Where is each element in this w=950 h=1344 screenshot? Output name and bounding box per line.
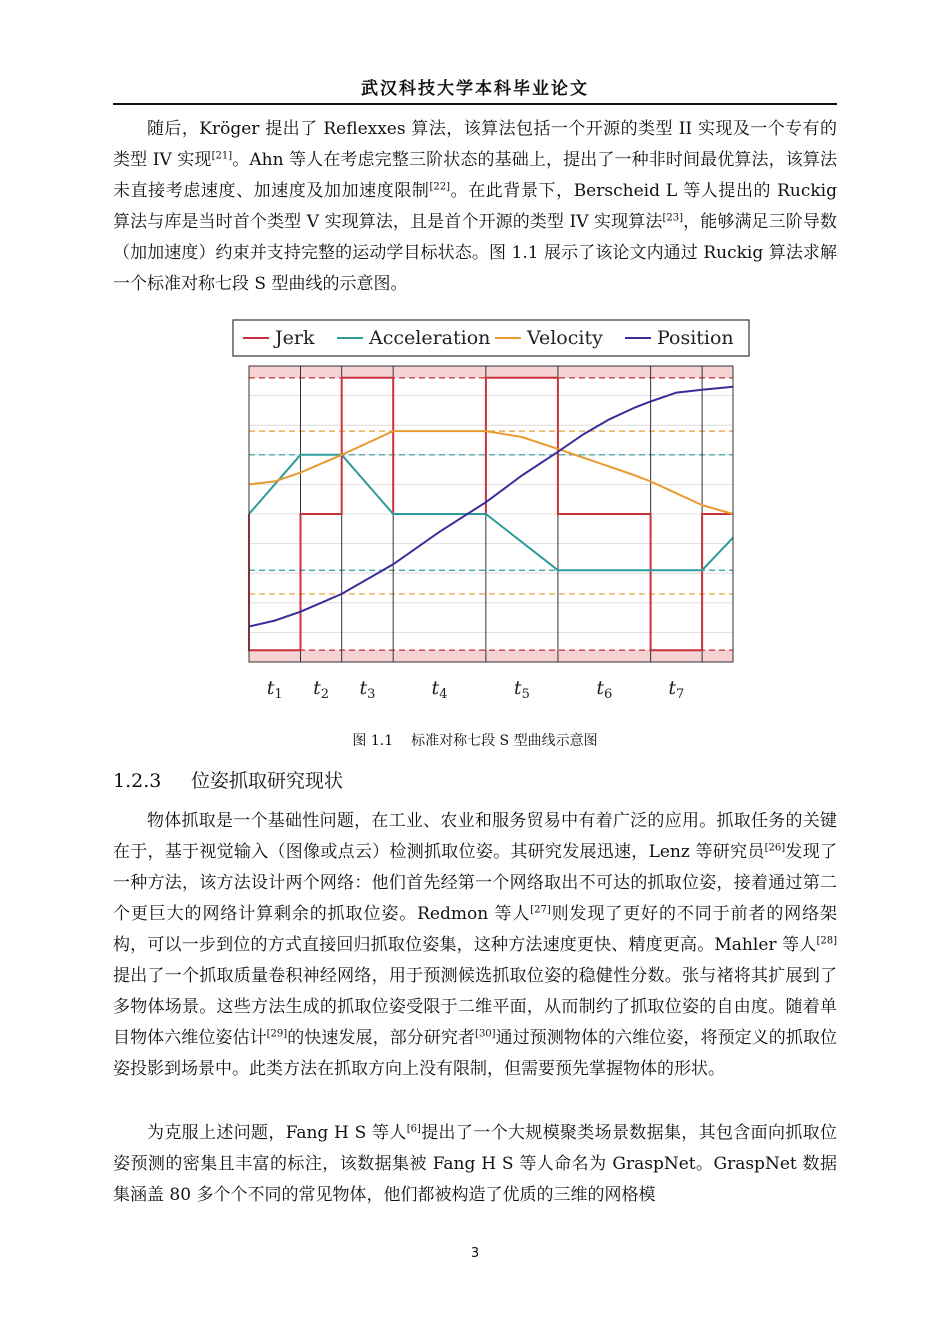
caption-text: 标准对称七段 S 型曲线示意图 [411, 733, 598, 749]
running-header: 武汉科技大学本科毕业论文 [361, 79, 589, 99]
citation-ref: [21] [211, 150, 233, 162]
section-heading [113, 766, 343, 793]
text-run: 。在此背景下，Berscheid L 等人提出的 Ruckig 算法与库是当时首个类型 V 实现算法，且是首个开源的类型 IV 实现算法 [113, 181, 837, 232]
segment-label: $t_5$ [513, 677, 530, 702]
page-number: 3 [470, 1246, 480, 1261]
citation-ref: [30] [475, 1028, 496, 1040]
s-curve-chart [225, 314, 755, 704]
text-run: 通过预测物体的六维位姿，将预定义的抓取位姿投影到场景中。此类方法在抓取方向上没有限制，但需要预先掌握物体的形状。 [113, 1028, 838, 1079]
limit-band-top [249, 366, 733, 378]
text-run: 。Ahn 等人在考虑完整三阶状态的基础上，提出了一种非时间最优算法，该算法未直接考虑速度、加速度及加加速度限制 [113, 150, 837, 201]
text-run: 则发现了更好的不同于前者的网络架构，可以一步到位的方式直接回归抓取位姿集，这种方法速度更快、精度更高。Mahler 等人 [113, 904, 838, 955]
text-run: ，能够满足三阶导数（加加速度）约束并支持完整的运动学目标状态。图 1.1 展示了该论文内通过 Ruckig 算法求解一个标准对称七段 S 型曲线的示意图。 [113, 212, 837, 294]
segment-label: $t_2$ [313, 677, 330, 702]
segment-label: $t_6$ [596, 677, 613, 702]
citation-ref: [22] [429, 181, 451, 193]
header-rule [113, 103, 837, 105]
citation-ref: [29] [266, 1028, 288, 1040]
segment-label: $t_3$ [359, 677, 376, 702]
text-run: 为克服上述问题，Fang H S 等人 [147, 1123, 407, 1143]
segment-label: $t_4$ [431, 677, 448, 702]
legend-label: Jerk [275, 327, 315, 349]
text-run: 提出了一个大规模聚类场景数据集，其包含面向抓取位姿预测的密集且丰富的标注，该数据集被 Fang H S 等人命名为 GraspNet。GraspNet 数据集涵盖 80 多个个不同的常见物体，他们都被构造了优质的三维的网格模 [113, 1123, 838, 1205]
citation-ref: [28] [816, 935, 837, 947]
text-run: 随后，Kröger 提出了 Reflexxes 算法，该算法包括一个开源的类型 II 实现及一个专有的类型 IV 实现 [113, 119, 837, 170]
legend-label: Acceleration [369, 327, 491, 349]
citation-ref: [26] [764, 842, 786, 854]
legend-label: Position [657, 327, 734, 349]
citation-ref: [23] [662, 212, 684, 224]
citation-ref: [6] [406, 1123, 421, 1135]
paragraph-3 [113, 1118, 837, 1211]
figure-caption [0, 730, 950, 750]
citation-ref: [27] [530, 904, 551, 916]
paragraph-1 [113, 114, 837, 300]
text-run: 物体抓取是一个基础性问题，在工业、农业和服务贸易中有着广泛的应用。抓取任务的关键在于，基于视觉输入（图像或点云）检测抓取位姿。其研究发展迅速，Lenz 等研究员 [113, 811, 837, 862]
limit-band-bottom [249, 650, 733, 662]
segment-label: $t_1$ [266, 677, 283, 702]
section-number: 1.2.3 [113, 770, 162, 792]
section-title: 位姿抓取研究现状 [191, 770, 344, 792]
segment-label: $t_7$ [668, 677, 685, 702]
text-run: 的快速发展，部分研究者 [287, 1028, 476, 1048]
text-run: 提出了一个抓取质量卷积神经网络，用于预测候选抓取位姿的稳健性分数。张与褚将其扩展到了多物体场景。这些方法生成的抓取位姿受限于二维平面，从而制约了抓取位姿的自由度。随着单目物体六维位姿估计 [113, 966, 837, 1048]
text-run: 发现了一种方法，该方法设计两个网络：他们首先经第一个网络取出不可达的抓取位姿，接着通过第二个更巨大的网络计算剩余的抓取位姿。Redmon 等人 [113, 842, 837, 924]
caption-label: 图 1.1 [352, 733, 394, 749]
paragraph-2 [113, 806, 837, 1085]
legend-label: Velocity [527, 327, 603, 349]
